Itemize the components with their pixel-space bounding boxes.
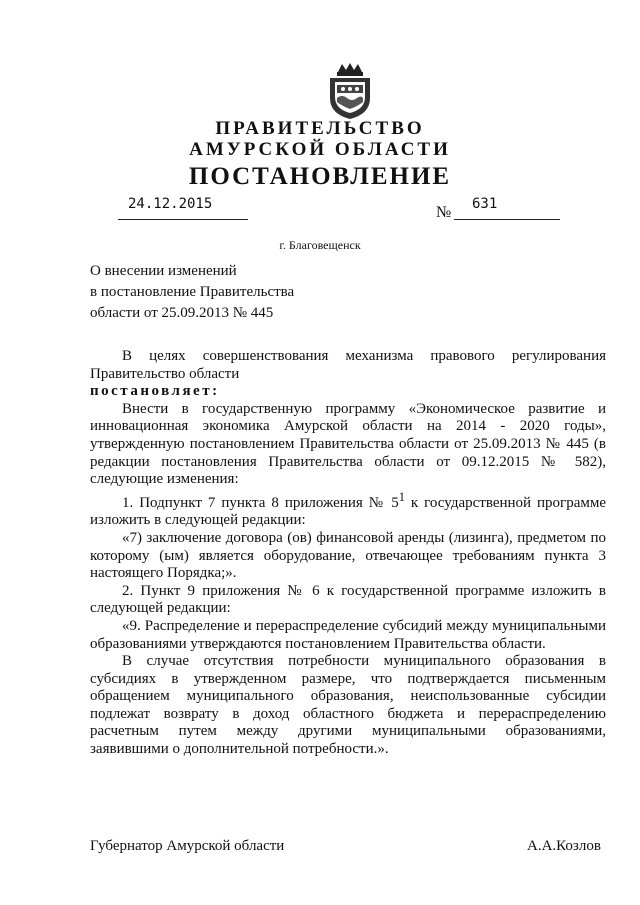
paragraph-amendment-intro: Внести в государственную программу «Экономическое развитие и инновационная экономика Амурской области на 2014 - 2020 годы», утвержденную постановлением Правительства области от 25.09.2013 № 445 (в редакции постановления Правительства области от 09.12.2015 № 582), следующие изменения: xyxy=(90,400,606,488)
document-number: 631 xyxy=(472,196,498,212)
item-1-text-cont: к государственной программе изложить в следующей редакции: xyxy=(90,494,607,529)
signatory-name: А.А.Козлов xyxy=(527,838,601,854)
document-subject xyxy=(90,261,294,324)
paragraph-item-1 xyxy=(90,489,606,530)
government-title-line1: ПРАВИТЕЛЬСТВО xyxy=(215,118,425,139)
paragraph-item-7-text: «7) заключение договора (ов) финансовой аренды (лизинга), предметом по которому (ым) является оборудование, отвечающее требованиям пункта 3 настоящего Порядка;». xyxy=(90,529,606,582)
subject-line: в постановление Правительства xyxy=(90,284,295,300)
item-1-superscript: 1 xyxy=(398,489,405,504)
item-1-text: 1. Подпункт 7 пункта 8 приложения № 5 xyxy=(122,494,399,511)
amur-region-coat-of-arms-icon xyxy=(326,62,374,120)
number-underline xyxy=(454,219,560,220)
paragraph-subsidy-return: В случае отсутствия потребности муниципального образования в субсидиях в утвержденном размере, что подтверждается письменным обращением муниципального образования, неиспользованные субсидии подлежат возврату в доход областного бюджета и перераспределению расчетным путем между другими муниципальными образованиями, заявившими о дополнительной потребности.». xyxy=(90,653,606,758)
subject-line: О внесении изменений xyxy=(90,263,237,279)
document-body xyxy=(90,348,606,759)
government-title-line2: АМУРСКОЙ ОБЛАСТИ xyxy=(189,139,451,160)
number-label: № xyxy=(436,204,452,221)
city: г. Благовещенск xyxy=(279,238,361,252)
paragraph-item-9-text: «9. Распределение и перераспределение субсидий между муниципальными образованиями утверждаются постановлением Правительства области. xyxy=(90,617,606,652)
signatory-position: Губернатор Амурской области xyxy=(90,838,285,854)
document-type: ПОСТАНОВЛЕНИЕ xyxy=(188,163,452,190)
resolve-word: постановляет: xyxy=(90,383,220,400)
subject-line: области от 25.09.2013 № 445 xyxy=(90,305,274,321)
paragraph-preamble: В целях совершенствования механизма правового регулирования Правительство области xyxy=(90,348,606,382)
date-underline xyxy=(118,219,248,220)
paragraph-item-2: 2. Пункт 9 приложения № 6 к государственной программе изложить в следующей редакции: xyxy=(90,582,606,617)
document-date: 24.12.2015 xyxy=(128,196,213,212)
